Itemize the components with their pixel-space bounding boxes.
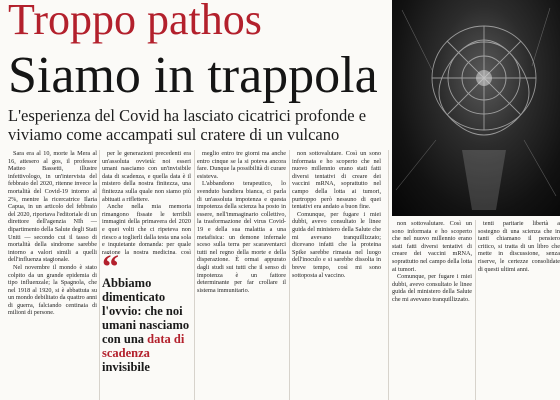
- paragraph: Nel novembre il mondo è stato colpito da un grande epidemia di tipo influenzale; la Spagnola, che nel 1918 al 1920, si è abbattuta su un mondo debilitato da quattro anni di guerra, falciando centinaia di milioni di persone.: [8, 263, 97, 317]
- article-photo: [392, 0, 560, 216]
- text-column-6: [478, 220, 560, 400]
- paragraph: per le generazioni precedenti era un'assoluta ovvietà: noi esseri umani nasciamo con un'invisibile data di scadenza, e quella data è il mistero della nostra finitezza, una finitezza sulla quale non siamo più abituati a riflettere.: [102, 150, 191, 203]
- text-column-4: [292, 150, 381, 400]
- column-divider: [194, 150, 195, 400]
- pull-quote: [102, 249, 194, 374]
- quote-mark: “: [102, 249, 119, 286]
- article-deck: L'esperienza del Covid ha lasciato cicatrici profonde e viviamo come accampati sul cratere di un vulcano: [8, 106, 367, 144]
- paragraph: Sara era al 10, morte la Mera al 16, attesero al gos, il professor Matteo Bassetti, illustre infettivologo, in un'intervista del febbraio del 2020, ritenne invece la mortalità del Covid-19 intorno al 2%, mentre la ricercatrice Ilaria Capua, in un articolo del febbraio del 2020, riportava l'editoriale di un direttore dell'agenzia NIh — dipartimento della Salute degli Stati Uniti — secondo cui il tasso di mortalità della sindrome sarebbe intorno a valori simili a quelli dell'influenza stagionale.: [8, 150, 97, 264]
- column-divider: [475, 220, 476, 400]
- paragraph: Anche nella mia memoria rimangono fissate le terribili immagini della primavera del 2020 e quei volti che ci ripeteva non riesco a toglierli dalla testa una sola e inquietante domanda: per quale ragione la nostra medicina, così: [102, 203, 191, 254]
- article-headline: Siamo in trappola: [8, 47, 378, 104]
- paragraph: L'abbandono terapeutico, lo svenduto bandiera bianca, ci parla di un'assoluta impotenza e questa impotenza della scienza ha posto in essere, nell'immaginario collettivo, la trasformazione del virus Covid-19 e della sua malattia a una metafisica: un demone infernale sceso sulla terra per scaraventarci tutti nel regno della morte e della disperazione. È ormai appurato dagli studi sui tutti che il senso di impotenza è un fattore determinante per far crollare il sistema immunitario.: [197, 180, 286, 294]
- paragraph: tenti paritarie libertà a sostegno di una scienza che in tanti chiamano il pensiero critico, si tratta di un libro che mette in discussione, senza riserve, le certezze consolidate di questi ultimi anni.: [478, 220, 560, 273]
- paragraph: non sottovalutare. Così un sono informata e ho scoperto che nel nuovo millennio erano stati fatti diversi tentativi di creare dei vaccini mRNA, soprattutto nel campo della lotta ai tumori.: [392, 220, 472, 273]
- paragraph: non sottovalutare. Così un sono informata e ho scoperto che nel nuovo millennio erano stati fatti diversi tentativi di creare dei vaccini mRNA, soprattutto nel campo della lotta ai tumori, purtroppo però nessuno di quei tentativi era andato a buon fine.: [292, 150, 381, 211]
- stained-glass-dome-icon: [392, 0, 560, 216]
- pull-quote-accent: data di scadenza: [102, 332, 185, 360]
- paragraph: Comunque, per fugare i miei dubbi, avevo consultato le linee guida del ministero della Salute che mi avevano tranquillizzato; dicevano infatti che la proteina Spike sarebbe rimasta nel luogo dell'inoculo e si sarebbe dissolta in breve tempo, così mi sono sottoposta al vaccino.: [292, 210, 381, 279]
- text-column-2: [102, 150, 191, 254]
- text-column-1: [8, 150, 97, 400]
- pull-quote-tail: invisibile: [102, 360, 150, 374]
- column-divider: [388, 150, 389, 400]
- text-column-5: [392, 220, 472, 400]
- column-divider: [99, 150, 100, 400]
- column-divider: [289, 150, 290, 400]
- paragraph: Comunque, per fugare i miei dubbi, avevo consultato le linee guida del ministero della Salute che mi avevano tranquillizzato.: [392, 273, 472, 303]
- pull-quote-text: Abbiamo dimenticato l'ovvio: che noi umani nasciamo con una: [102, 276, 190, 346]
- paragraph: meglio entro tre giorni ma anche entro cinque se la si poteva ancora fare. Dunque la possibilità di curare esisteva.: [197, 150, 286, 180]
- article-kicker: Troppo pathos: [8, 0, 262, 44]
- text-column-3: [197, 150, 286, 400]
